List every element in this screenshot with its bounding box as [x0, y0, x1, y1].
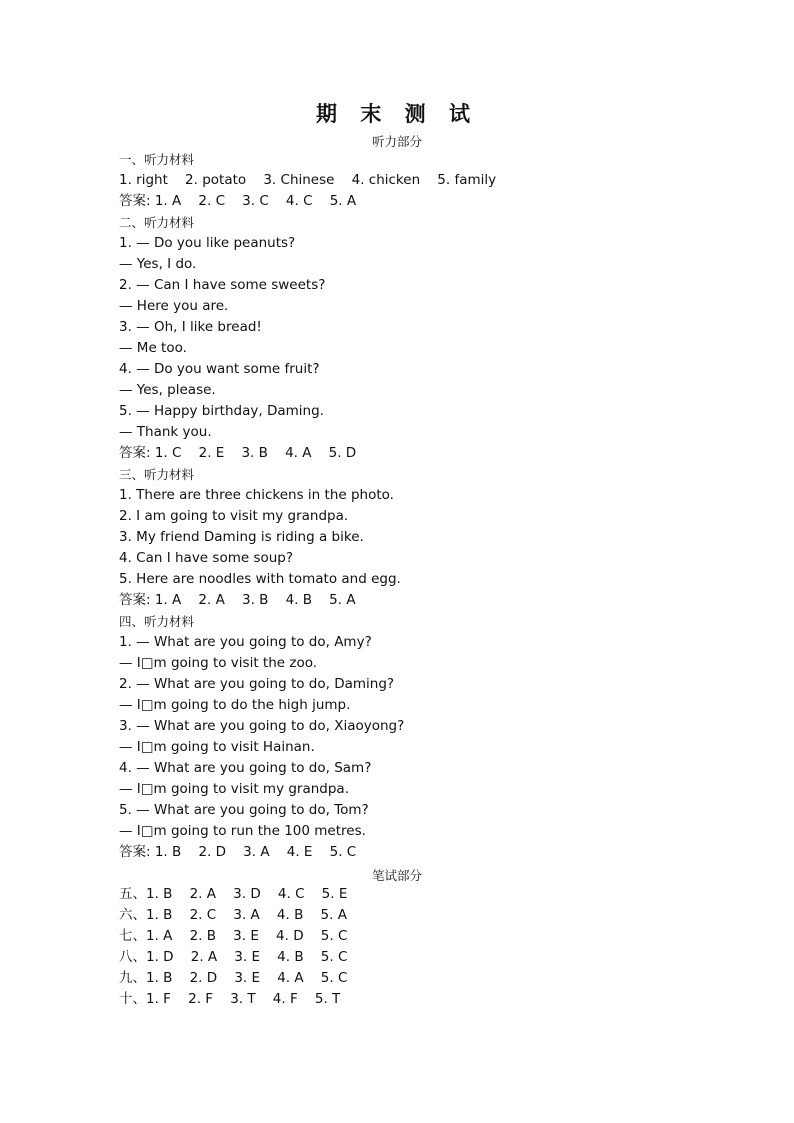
text-line: 5. — What are you going to do, Tom? — [119, 802, 369, 818]
listening-answers — [119, 149, 719, 863]
text-line: 六、1. B 2. C 3. A 4. B 5. A — [119, 907, 347, 923]
text-line: — Here you are. — [119, 298, 229, 314]
section-heading: 一、听力材料 — [119, 152, 195, 167]
writing-section-title: 笔试部分 — [371, 868, 422, 883]
text-line: 1. — Do you like peanuts? — [119, 235, 296, 251]
text-line: 七、1. A 2. B 3. E 4. D 5. C — [119, 928, 348, 944]
text-line: 1. — What are you going to do, Amy? — [119, 634, 372, 650]
text-line: 答案: 1. A 2. C 3. C 4. C 5. A — [119, 193, 357, 209]
writing-answers — [119, 884, 719, 1010]
text-line: 2. — What are you going to do, Daming? — [119, 676, 395, 692]
text-line: 1. There are three chickens in the photo. — [119, 487, 394, 503]
text-line: 1. right 2. potato 3. Chinese 4. chicken 5. family — [119, 172, 497, 188]
listening-section-title: 听力部分 — [371, 134, 422, 149]
text-line: — I□m going to run the 100 metres. — [119, 823, 366, 839]
text-line: — I□m going to visit the zoo. — [119, 655, 318, 671]
text-line: — Me too. — [119, 340, 187, 356]
text-line: 九、1. B 2. D 3. E 4. A 5. C — [119, 970, 348, 986]
text-line: 5. Here are noodles with tomato and egg. — [119, 571, 401, 587]
text-line: 4. — Do you want some fruit? — [119, 361, 320, 377]
text-line: — Yes, please. — [119, 382, 216, 398]
text-line: 4. — What are you going to do, Sam? — [119, 760, 372, 776]
text-line: 答案: 1. B 2. D 3. A 4. E 5. C — [119, 844, 357, 860]
text-line: — Thank you. — [119, 424, 212, 440]
text-line: 五、1. B 2. A 3. D 4. C 5. E — [119, 886, 348, 902]
text-line: — I□m going to visit Hainan. — [119, 739, 315, 755]
text-line: 答案: 1. C 2. E 3. B 4. A 5. D — [119, 445, 357, 461]
section-heading: 四、听力材料 — [119, 614, 195, 629]
text-line: 5. — Happy birthday, Daming. — [119, 403, 324, 419]
section-heading: 二、听力材料 — [119, 215, 195, 230]
text-line: 2. I am going to visit my grandpa. — [119, 508, 349, 524]
text-line: 八、1. D 2. A 3. E 4. B 5. C — [119, 949, 348, 965]
text-line: 3. My friend Daming is riding a bike. — [119, 529, 364, 545]
text-line: 3. — What are you going to do, Xiaoyong? — [119, 718, 405, 734]
text-line: — I□m going to do the high jump. — [119, 697, 351, 713]
text-line: — I□m going to visit my grandpa. — [119, 781, 350, 797]
text-line: 3. — Oh, I like bread! — [119, 319, 262, 335]
text-line: 答案: 1. A 2. A 3. B 4. B 5. A — [119, 592, 356, 608]
text-line: 十、1. F 2. F 3. T 4. F 5. T — [119, 991, 341, 1007]
text-line: — Yes, I do. — [119, 256, 197, 272]
text-line: 2. — Can I have some sweets? — [119, 277, 326, 293]
page-title: 期 末 测 试 — [316, 101, 478, 126]
section-heading: 三、听力材料 — [119, 467, 195, 482]
text-line: 4. Can I have some soup? — [119, 550, 294, 566]
